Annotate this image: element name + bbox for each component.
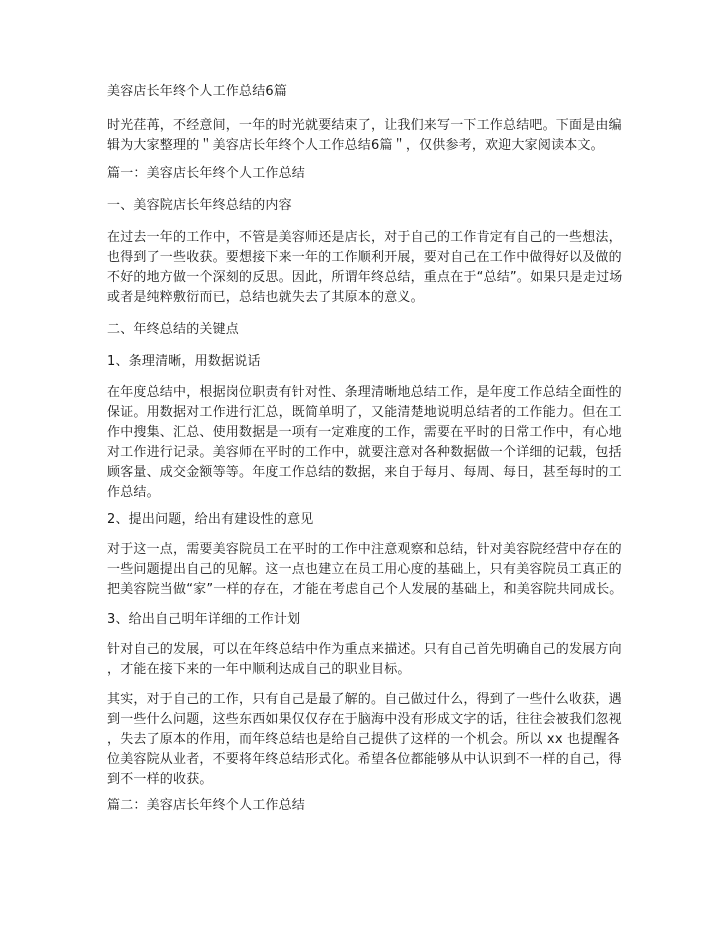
section-1-paragraph-line: 或者是纯粹敷衍而已，总结也就失去了其原本的意义。 bbox=[107, 290, 424, 305]
point-1-paragraph-line: 作总结。 bbox=[107, 485, 160, 500]
point-3-heading: 3、给出自己明年详细的工作计划 bbox=[107, 612, 301, 627]
intro-line-1: 时光荏苒，不经意间，一年的时光就要结束了，让我们来写一下工作总结吧。下面是由编 bbox=[107, 118, 622, 133]
point-1-heading: 1、条理清晰，用数据说话 bbox=[107, 354, 261, 369]
closing-paragraph-line: 到不一样的收获。 bbox=[107, 772, 213, 787]
point-3-paragraph-line: ，才能在接下来的一年中顺利达成自己的职业目标。 bbox=[107, 662, 411, 677]
part-1-heading: 篇一：美容店长年终个人工作总结 bbox=[107, 166, 306, 181]
point-3-paragraph-line: 针对自己的发展，可以在年终总结中作为重点来描述。只有自己首先明确自己的发展方向 bbox=[107, 642, 622, 657]
point-1-paragraph-line: 在年度总结中，根据岗位职责有针对性、条理清晰地总结工作，是年度工作总结全面性的 bbox=[107, 385, 622, 400]
point-2-paragraph-line: 对于这一点，需要美容院员工在平时的工作中注意观察和总结，针对美容院经营中存在的 bbox=[107, 542, 622, 557]
closing-paragraph-line: ，失去了原本的作用，而年终总结也是给自己提供了这样的一个机会。所以 xx 也提醒各 bbox=[107, 732, 620, 747]
point-1-paragraph-line: 顾客量、成交金额等等。年度工作总结的数据，来自于每月、每周、每日，甚至每时的工 bbox=[107, 465, 622, 480]
point-1-paragraph-line: 对工作进行记录。美容师在平时的工作中，就要注意对各种数据做一个详细的记载，包括 bbox=[107, 445, 622, 460]
document-title: 美容店长年终个人工作总结6篇 bbox=[107, 84, 288, 99]
section-1-heading: 一、美容院店长年终总结的内容 bbox=[107, 198, 292, 213]
closing-paragraph-line: 到一些什么问题，这些东西如果仅仅存在于脑海中没有形成文字的话，往往会被我们忽视 bbox=[107, 712, 622, 727]
part-2-heading: 篇二：美容店长年终个人工作总结 bbox=[107, 798, 306, 813]
section-2-heading: 二、年终总结的关键点 bbox=[107, 322, 240, 337]
closing-paragraph-line: 其实，对于自己的工作，只有自己是最了解的。自己做过什么，得到了一些什么收获，遇 bbox=[107, 692, 622, 707]
point-1-paragraph-line: 作中搜集、汇总、使用数据是一项有一定难度的工作，需要在平时的日常工作中，有心地 bbox=[107, 425, 622, 440]
section-1-paragraph-line: 也得到了一些收获。要想接下来一年的工作顺利开展，要对自己在工作中做得好以及做的 bbox=[107, 250, 622, 265]
point-2-paragraph-line: 一些问题提出自己的见解。这一点也建立在员工用心度的基础上，只有美容院员工真正的 bbox=[107, 562, 622, 577]
section-1-paragraph-line: 在过去一年的工作中，不管是美容师还是店长，对于自己的工作肯定有自己的一些想法， bbox=[107, 230, 622, 245]
section-1-paragraph-line: 不好的地方做一个深刻的反思。因此，所谓年终总结，重点在于“总结”。如果只是走过场 bbox=[107, 270, 623, 285]
intro-line-2: 辑为大家整理的＂美容店长年终个人工作总结6篇＂，仅供参考，欢迎大家阅读本文。 bbox=[107, 138, 604, 153]
point-1-paragraph-line: 保证。用数据对工作进行汇总，既简单明了，又能清楚地说明总结者的工作能力。但在工 bbox=[107, 405, 622, 420]
closing-paragraph-line: 位美容院从业者，不要将年终总结形式化。希望各位都能够从中认识到不一样的自己，得 bbox=[107, 752, 622, 767]
point-2-heading: 2、提出问题，给出有建设性的意见 bbox=[107, 512, 314, 527]
point-2-paragraph-line: 把美容院当做“家”一样的存在，才能在考虑自己个人发展的基础上，和美容院共同成长。 bbox=[107, 582, 623, 597]
